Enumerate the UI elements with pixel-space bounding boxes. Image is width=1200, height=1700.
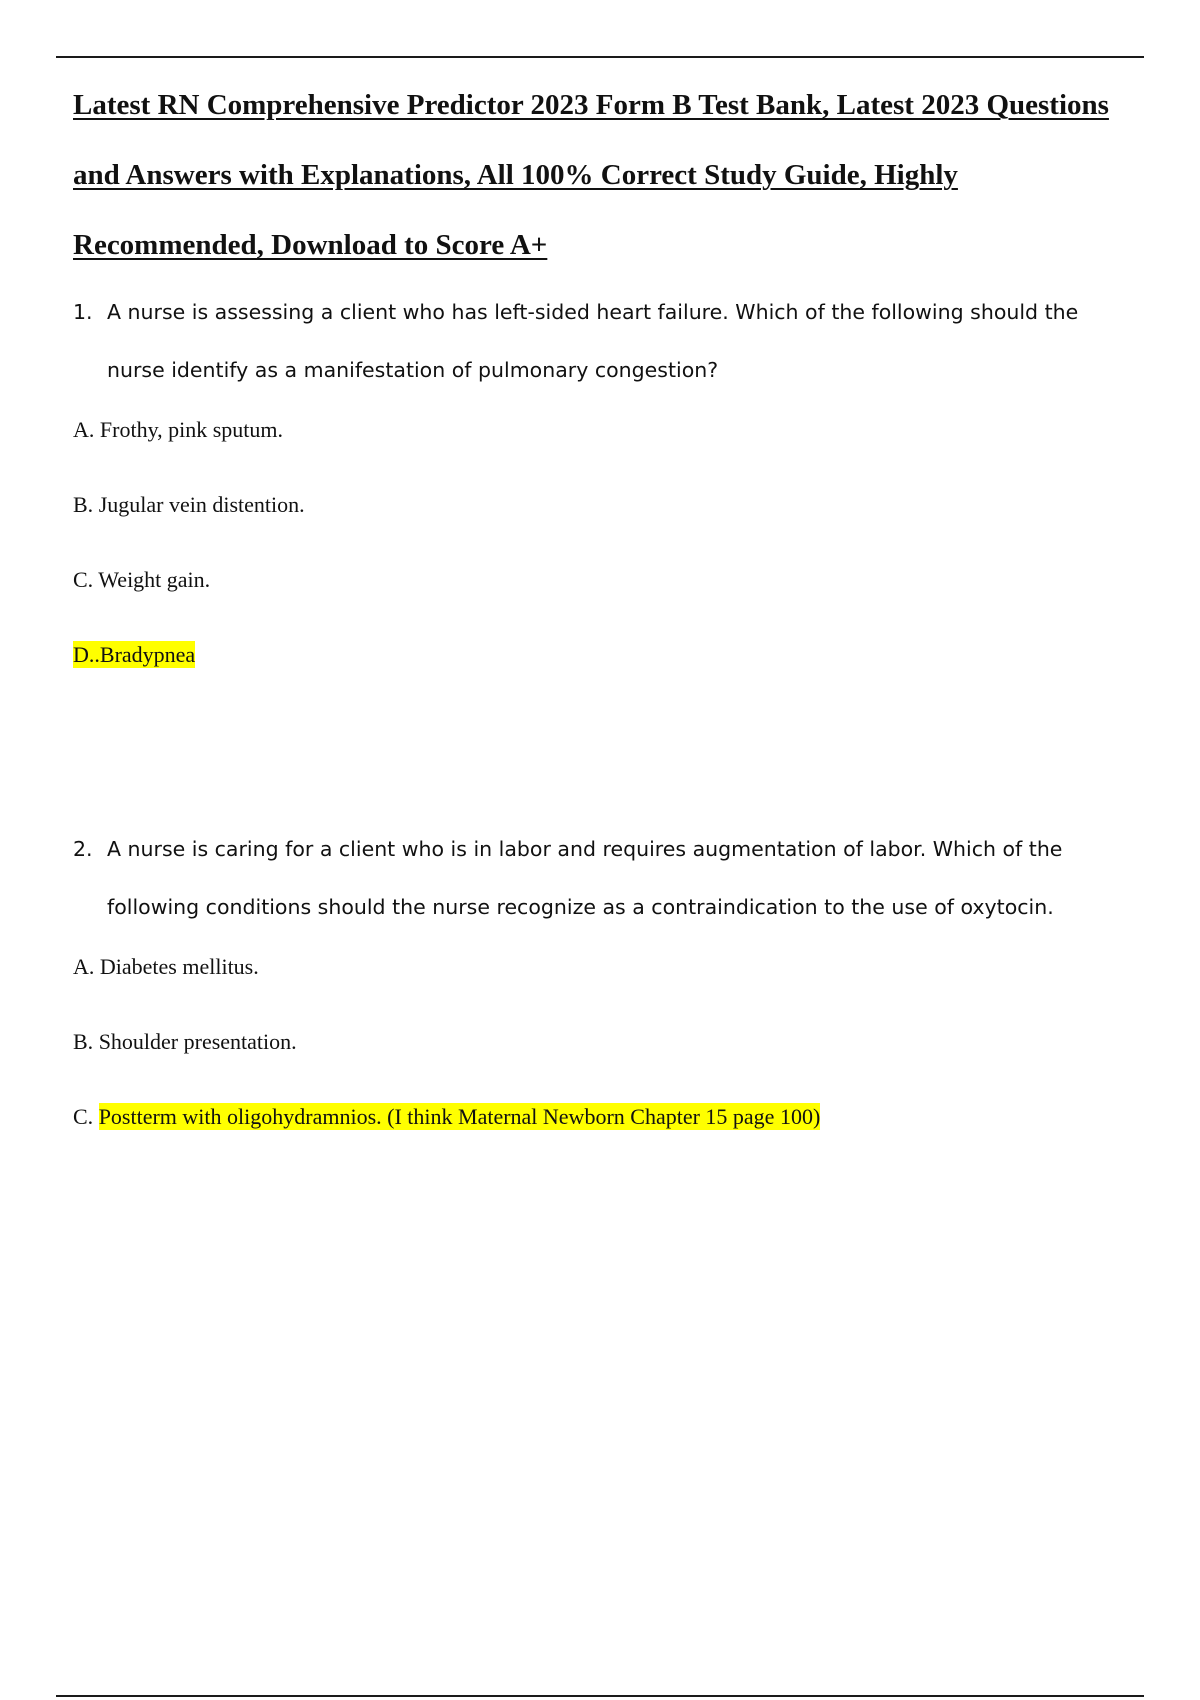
answer-option-b: [73, 487, 1133, 562]
highlighted-answer: [99, 1103, 821, 1130]
title-line-3: Recommended, Download to Score A+: [73, 229, 548, 261]
question-stem: [73, 820, 1133, 936]
question-number: 2.: [73, 837, 93, 861]
option-label: B.: [73, 492, 94, 517]
answer-options: [73, 949, 1133, 1174]
option-label: C.: [73, 1104, 94, 1129]
highlighted-answer: [73, 641, 195, 668]
option-label: A.: [73, 954, 95, 979]
option-text: Shoulder presentation.: [98, 1029, 297, 1054]
option-label: C.: [73, 567, 94, 592]
bottom-rule: [56, 1695, 1144, 1697]
option-text: Diabetes mellitus.: [99, 954, 259, 979]
answer-option-c: [73, 1099, 1133, 1174]
question-1: [73, 296, 1133, 712]
option-label: B.: [73, 1029, 94, 1054]
answer-options: [73, 412, 1133, 712]
document-title: [73, 70, 1173, 280]
option-text: Weight gain.: [98, 567, 211, 592]
option-label: A.: [73, 417, 95, 442]
answer-option-a: [73, 949, 1133, 1024]
answer-option-a: [73, 412, 1133, 487]
option-label: D..: [73, 642, 100, 667]
option-text: Frothy, pink sputum.: [99, 417, 284, 442]
answer-option-b: [73, 1024, 1133, 1099]
question-text: A nurse is assessing a client who has left-sided heart failure. Which of the following should the nurse identify as a manifestation of pulmonary congestion?: [107, 300, 1079, 382]
option-text: Postterm with oligohydramnios. (I think Maternal Newborn Chapter 15 page 100): [98, 1104, 821, 1129]
title-line-1: Latest RN Comprehensive Predictor 2023 Form B Test Bank, Latest 2023 Questions: [73, 89, 1109, 121]
answer-option-d: [73, 637, 1133, 712]
question-2: [73, 833, 1133, 1174]
question-text: A nurse is caring for a client who is in labor and requires augmentation of labor. Which of the following conditions should the nurse recognize as a contraindication to the use of oxytocin.: [107, 837, 1063, 919]
option-text: Jugular vein distention.: [98, 492, 305, 517]
option-text: Bradypnea: [99, 642, 196, 667]
top-rule: [56, 56, 1144, 58]
title-line-2: and Answers with Explanations, All 100% Correct Study Guide, Highly: [73, 159, 958, 191]
question-number: 1.: [73, 300, 93, 324]
question-stem: [73, 283, 1133, 399]
answer-option-c: [73, 562, 1133, 637]
